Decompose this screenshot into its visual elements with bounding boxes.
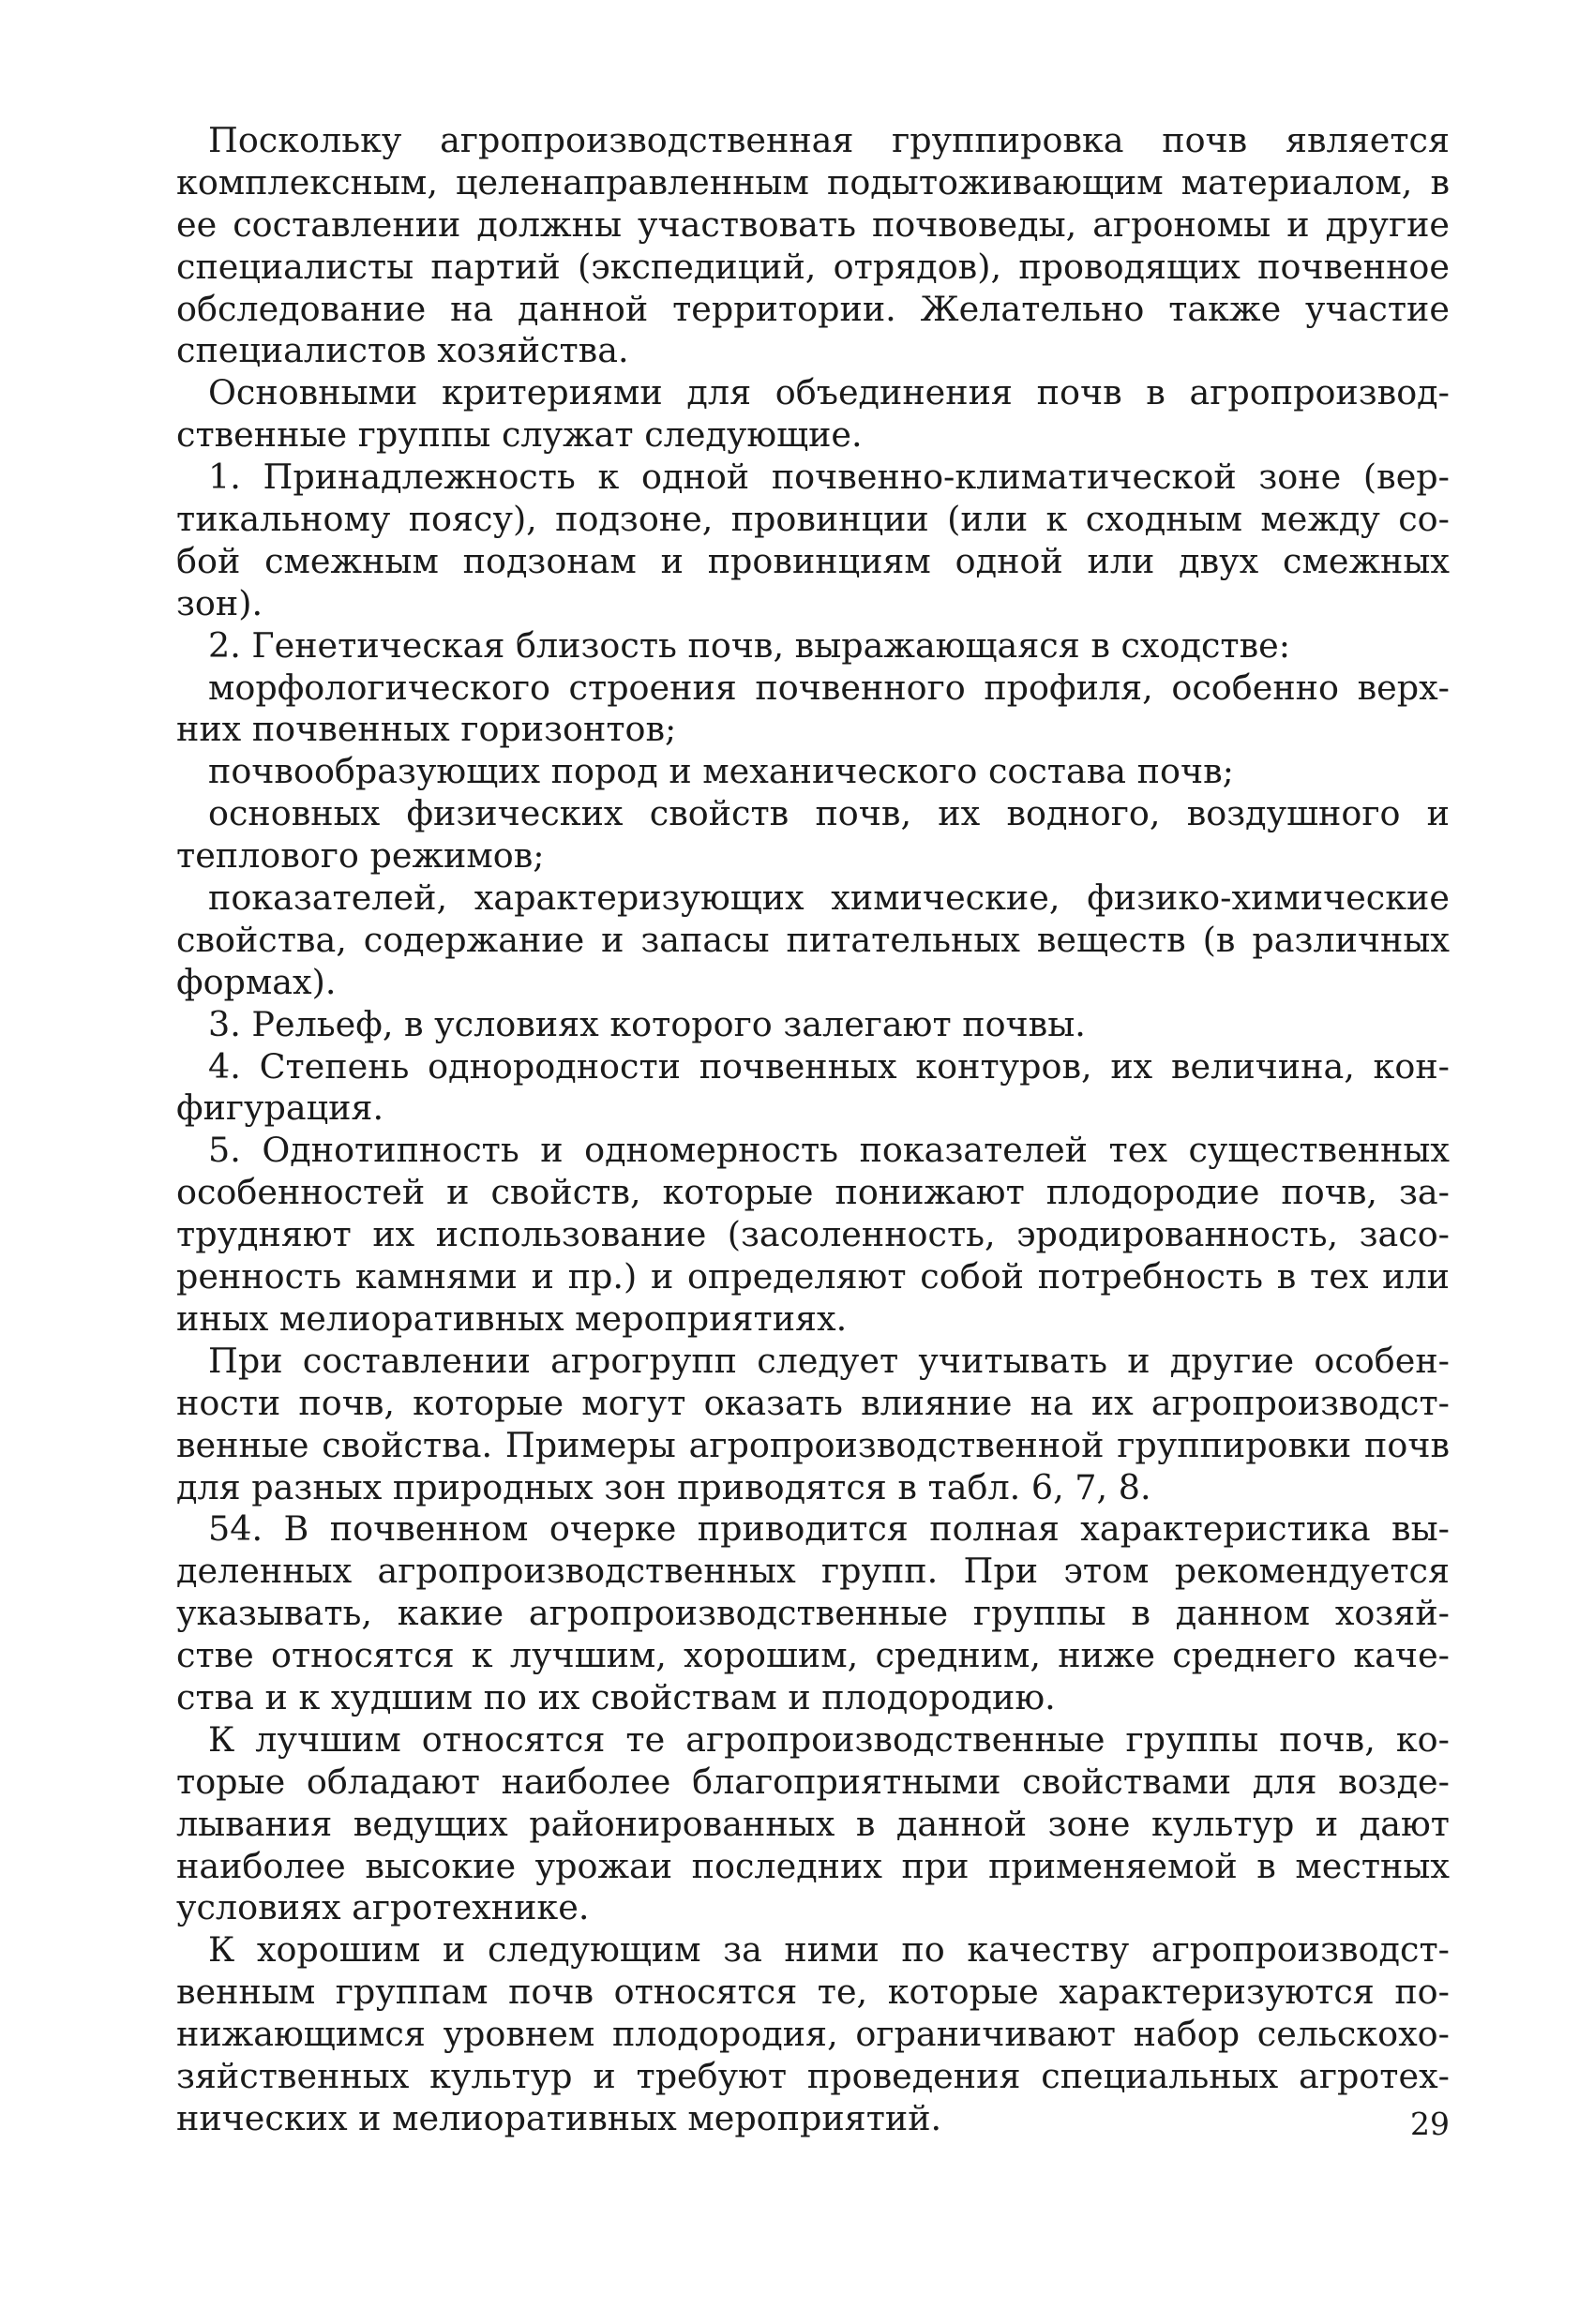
text-line: 4. Степень однородности почвенных контуров, их величина, кон-	[208, 1045, 1450, 1087]
text-line: зяйственных культур и требуют проведения специальных агротех-	[176, 2055, 1450, 2096]
text-line: К хорошим и следующим за ними по качеству агропроизводст-	[208, 1929, 1450, 1971]
text-line: ственные группы служат следующие.	[176, 414, 863, 456]
text-line: Поскольку агропроизводственная группировка почв является	[208, 120, 1450, 160]
text-line: ства и к худшим по их свойствам и плодородию.	[176, 1676, 1056, 1717]
text-line: 1. Принадлежность к одной почвенно-климатической зоне (вер-	[208, 457, 1450, 498]
text-line: наиболее высокие урожаи последних при применяемой в местных	[176, 1845, 1450, 1886]
text-line: основных физических свойств почв, их водного, воздушного и	[208, 793, 1450, 834]
text-line: К лучшим относятся те агропроизводственные группы почв, ко-	[208, 1718, 1450, 1760]
text-line: комплексным, целенаправленным подытоживающим материалом, в	[176, 161, 1450, 202]
text-line: показателей, характеризующих химические, физико-химические	[208, 877, 1450, 919]
text-line: ности почв, которые могут оказать влияние на их агропроизводст-	[176, 1382, 1450, 1423]
text-line: нических и мелиоративных мероприятий.	[176, 2097, 942, 2138]
page-number: 29	[1410, 2106, 1450, 2142]
text-line: 5. Однотипность и одномерность показателей тех существенных	[208, 1130, 1450, 1171]
text-line: почвообразующих пород и механического состава почв;	[208, 751, 1234, 792]
text-line: торые обладают наиболее благоприятными свойствами для возде-	[176, 1761, 1450, 1802]
text-line: стве относятся к лучшим, хорошим, средним, ниже среднего каче-	[176, 1635, 1450, 1676]
text-line: для разных природных зон приводятся в табл. 6, 7, 8.	[176, 1466, 1151, 1507]
text-line: фигурация.	[176, 1087, 384, 1129]
text-line: трудняют их использование (засоленность, эродированность, засо-	[176, 1214, 1450, 1255]
text-line: венным группам почв относятся те, которые характеризуются по-	[176, 1972, 1450, 2013]
text-line: особенностей и свойств, которые понижают плодородие почв, за-	[176, 1172, 1450, 1213]
text-line: указывать, какие агропроизводственные группы в данном хозяй-	[176, 1593, 1450, 1634]
text-line: венные свойства. Примеры агропроизводственной группировки почв	[176, 1424, 1450, 1465]
text-line: зон).	[176, 582, 263, 623]
text-line: специалисты партий (экспедиций, отрядов), проводящих почвенное	[176, 246, 1450, 287]
text-line: специалистов хозяйства.	[176, 330, 629, 371]
text-line: нижающимся уровнем плодородия, ограничивают набор сельскохо-	[176, 2014, 1450, 2055]
text-line: условиях агротехнике.	[176, 1887, 590, 1928]
text-line: При составлении агрогрупп следует учитывать и другие особен-	[208, 1340, 1450, 1381]
text-line: морфологического строения почвенного профиля, особенно верх-	[208, 667, 1450, 708]
text-line: 3. Рельеф, в условиях которого залегают почвы.	[208, 1003, 1086, 1044]
text-line: них почвенных горизонтов;	[176, 709, 677, 750]
text-line: Основными критериями для объединения почв в агропроизвод-	[208, 372, 1450, 413]
text-line: формах).	[176, 961, 337, 1002]
text-line: тикальному поясу), подзоне, провинции (или к сходным между со-	[176, 499, 1450, 540]
text-line: бой смежным подзонам и провинциям одной или двух смежных	[176, 540, 1450, 581]
text-line: 54. В почвенном очерке приводится полная характеристика вы-	[208, 1508, 1450, 1550]
text-line: лывания ведущих районированных в данной зоне культур и дают	[176, 1803, 1450, 1844]
text-line: деленных агропроизводственных групп. При этом рекомендуется	[176, 1551, 1450, 1592]
text-line: ее составлении должны участвовать почвоведы, агрономы и другие	[176, 203, 1450, 245]
body-text	[176, 120, 1450, 2140]
text-line: обследование на данной территории. Желательно также участие	[176, 288, 1450, 329]
text-line: свойства, содержание и запасы питательных веществ (в различных	[176, 919, 1450, 960]
text-line: 2. Генетическая близость почв, выражающаяся в сходстве:	[208, 624, 1291, 666]
text-line: теплового режимов;	[176, 835, 545, 877]
text-line: ренность камнями и пр.) и определяют собой потребность в тех или	[176, 1256, 1450, 1297]
text-line: иных мелиоративных мероприятиях.	[176, 1297, 848, 1339]
